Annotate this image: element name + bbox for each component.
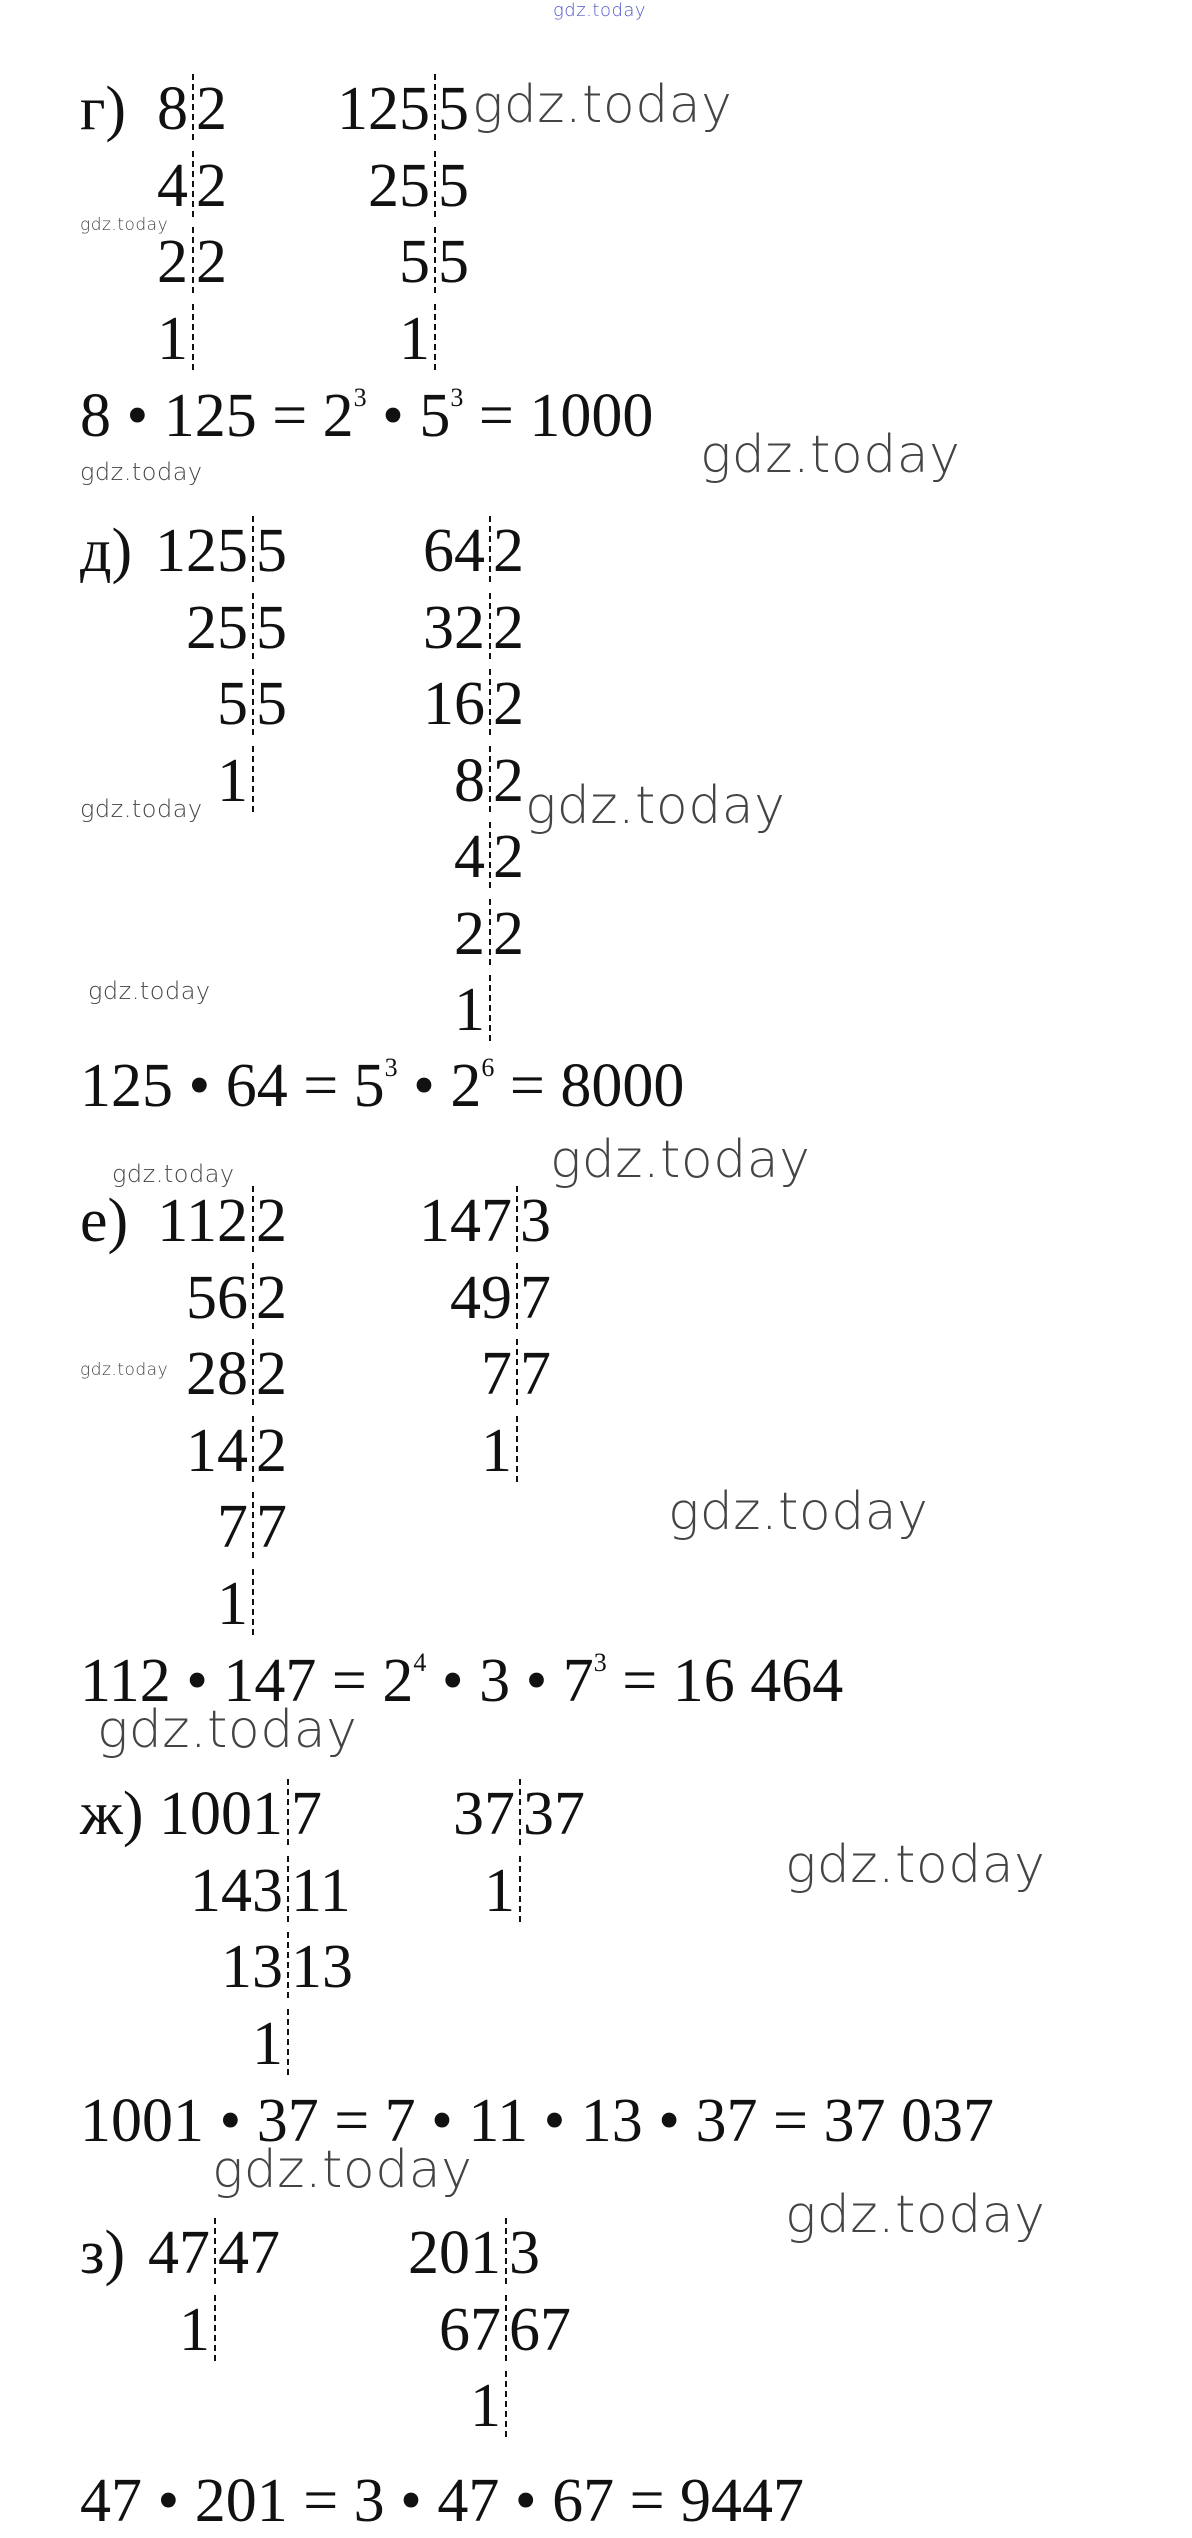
dividend: 112: [157, 1187, 248, 1255]
watermark: gdz.today: [80, 215, 169, 235]
dividend: 1: [399, 304, 430, 373]
dividend: 13: [221, 1933, 283, 2001]
watermark-top: gdz.today: [553, 0, 647, 21]
watermark: gdz.today: [472, 75, 733, 135]
divisor: 2: [493, 517, 524, 585]
equation-z: 47 • 201 = 3 • 47 • 67 = 9447: [80, 2467, 805, 2535]
divisor: 2: [493, 670, 524, 738]
divider-line: [252, 1416, 254, 1482]
divider-line: [252, 516, 254, 582]
divider-line: [287, 1856, 289, 1922]
dividend: 4: [454, 823, 485, 891]
dividend: 14: [186, 1416, 248, 1485]
dividend: 1: [157, 304, 188, 373]
watermark: gdz.today: [97, 1700, 358, 1760]
divider-line: [434, 304, 436, 370]
equation-d-part: = 8000: [494, 1052, 685, 1120]
watermark: gdz.today: [112, 1160, 235, 1188]
dividend: 125: [155, 517, 248, 585]
divisor: 2: [196, 228, 227, 296]
equation-e: [80, 1647, 844, 1715]
dividend: 2: [454, 899, 485, 968]
divider-line: [192, 227, 194, 293]
equation-d-part: • 2: [397, 1052, 482, 1120]
divider-line: [489, 822, 491, 888]
divider-line: [516, 1263, 518, 1329]
equation-e-part: 112 • 147 = 2: [80, 1647, 414, 1715]
divider-line: [252, 1492, 254, 1558]
divider-line: [489, 516, 491, 582]
dividend: 125: [337, 75, 430, 143]
exponent: 3: [450, 383, 464, 412]
divider-line: [489, 593, 491, 659]
divider-line: [505, 2295, 507, 2361]
divisor: 2: [256, 1187, 287, 1255]
divider-line: [434, 227, 436, 293]
divider-line: [252, 1186, 254, 1252]
divisor: 3: [520, 1187, 551, 1255]
divisor: 2: [493, 593, 524, 662]
dividend: 28: [186, 1340, 248, 1408]
divisor: 5: [438, 151, 469, 220]
dividend: 7: [481, 1340, 512, 1408]
divider-line: [505, 2218, 507, 2284]
divisor: 5: [256, 593, 287, 662]
divider-line: [489, 899, 491, 965]
equation-g: [80, 382, 654, 450]
dividend: 32: [423, 593, 485, 662]
dividend: 64: [423, 517, 485, 585]
dividend: 67: [439, 2295, 501, 2364]
divider-line: [287, 1779, 289, 1845]
dividend: 5: [399, 228, 430, 296]
divider-line: [434, 74, 436, 140]
divider-line: [489, 975, 491, 1041]
dividend: 56: [186, 1263, 248, 1332]
divisor: 5: [256, 517, 287, 585]
divider-line: [252, 1339, 254, 1405]
divider-line: [516, 1339, 518, 1405]
equation-e-part: = 16 464: [606, 1647, 844, 1715]
divisor: 2: [196, 151, 227, 220]
dividend: 201: [408, 2219, 501, 2287]
divider-line: [287, 1932, 289, 1998]
divisor: 5: [438, 228, 469, 296]
exponent: 3: [353, 383, 367, 412]
equation-g-part: = 1000: [463, 382, 654, 450]
divider-line: [519, 1779, 521, 1845]
divider-line: [252, 1569, 254, 1635]
watermark: gdz.today: [785, 2185, 1046, 2245]
dividend: 1: [481, 1416, 512, 1485]
dividend: 143: [190, 1856, 283, 1925]
divider-line: [519, 1856, 521, 1922]
watermark: gdz.today: [212, 2140, 473, 2200]
divisor: 3: [509, 2219, 540, 2287]
dividend: 49: [450, 1263, 512, 1332]
divisor: 37: [523, 1780, 585, 1848]
divider-line: [214, 2218, 216, 2284]
watermark: gdz.today: [80, 795, 203, 823]
dividend: 1: [454, 976, 485, 1044]
watermark: gdz.today: [550, 1130, 811, 1190]
dividend: 7: [217, 1493, 248, 1561]
divider-line: [516, 1186, 518, 1252]
divider-line: [434, 151, 436, 217]
section-label-zh: ж): [80, 1780, 144, 1848]
divider-line: [192, 151, 194, 217]
divisor: 2: [493, 746, 524, 815]
dividend: 1: [179, 2295, 210, 2364]
watermark: gdz.today: [785, 1835, 1046, 1895]
section-label-d: д): [80, 517, 133, 585]
divisor: 7: [256, 1493, 287, 1561]
divider-line: [214, 2295, 216, 2361]
divider-line: [516, 1416, 518, 1482]
equation-zh: 1001 • 37 = 7 • 11 • 13 • 37 = 37 037: [80, 2087, 994, 2155]
dividend: 25: [186, 593, 248, 662]
section-label-z: з): [80, 2219, 126, 2287]
watermark: gdz.today: [88, 977, 211, 1005]
equation-e-part: • 3 • 7: [426, 1647, 594, 1715]
divisor: 2: [493, 899, 524, 968]
dividend: 8: [454, 746, 485, 815]
exponent: 3: [593, 1648, 607, 1677]
exponent: 6: [481, 1053, 495, 1082]
watermark: gdz.today: [700, 425, 961, 485]
divisor: 13: [291, 1933, 353, 2001]
watermark: gdz.today: [80, 1360, 169, 1380]
divider-line: [252, 669, 254, 735]
section-label-e: е): [80, 1187, 129, 1255]
exponent: 4: [413, 1648, 427, 1677]
divider-line: [505, 2371, 507, 2437]
divider-line: [192, 304, 194, 370]
divisor: 2: [493, 823, 524, 891]
section-label-g: г): [80, 75, 127, 143]
dividend: 16: [423, 670, 485, 738]
divisor: 7: [520, 1263, 551, 1332]
equation-g-part: 8 • 125 = 2: [80, 382, 354, 450]
equation-d: [80, 1052, 685, 1120]
dividend: 2: [157, 228, 188, 296]
divider-line: [287, 2009, 289, 2075]
divisor: 5: [438, 75, 469, 143]
dividend: 1: [470, 2372, 501, 2440]
dividend: 1: [217, 746, 248, 815]
dividend: 5: [217, 670, 248, 738]
divisor: 2: [256, 1416, 287, 1485]
dividend: 37: [453, 1780, 515, 1848]
dividend: 47: [148, 2219, 210, 2287]
dividend: 1001: [159, 1780, 283, 1848]
dividend: 1: [252, 2009, 283, 2078]
divider-line: [252, 1263, 254, 1329]
divider-line: [252, 746, 254, 812]
divisor: 5: [256, 670, 287, 738]
divider-line: [252, 593, 254, 659]
divisor: 2: [196, 75, 227, 143]
watermark: gdz.today: [525, 776, 786, 836]
divisor: 7: [291, 1780, 322, 1848]
dividend: 1: [217, 1569, 248, 1638]
dividend: 1: [484, 1856, 515, 1925]
divisor: 2: [256, 1340, 287, 1408]
equation-g-part: • 5: [366, 382, 451, 450]
watermark: gdz.today: [668, 1482, 929, 1542]
divisor: 2: [256, 1263, 287, 1332]
divisor: 7: [520, 1340, 551, 1408]
divisor: 47: [218, 2219, 280, 2287]
dividend: 147: [419, 1187, 512, 1255]
exponent: 3: [384, 1053, 398, 1082]
divisor: 67: [509, 2295, 571, 2364]
divisor: 11: [291, 1856, 351, 1925]
equation-d-part: 125 • 64 = 5: [80, 1052, 385, 1120]
divider-line: [489, 746, 491, 812]
watermark: gdz.today: [80, 458, 203, 486]
divider-line: [192, 74, 194, 140]
dividend: 25: [368, 151, 430, 220]
divider-line: [489, 669, 491, 735]
dividend: 8: [157, 75, 188, 143]
dividend: 4: [157, 151, 188, 220]
